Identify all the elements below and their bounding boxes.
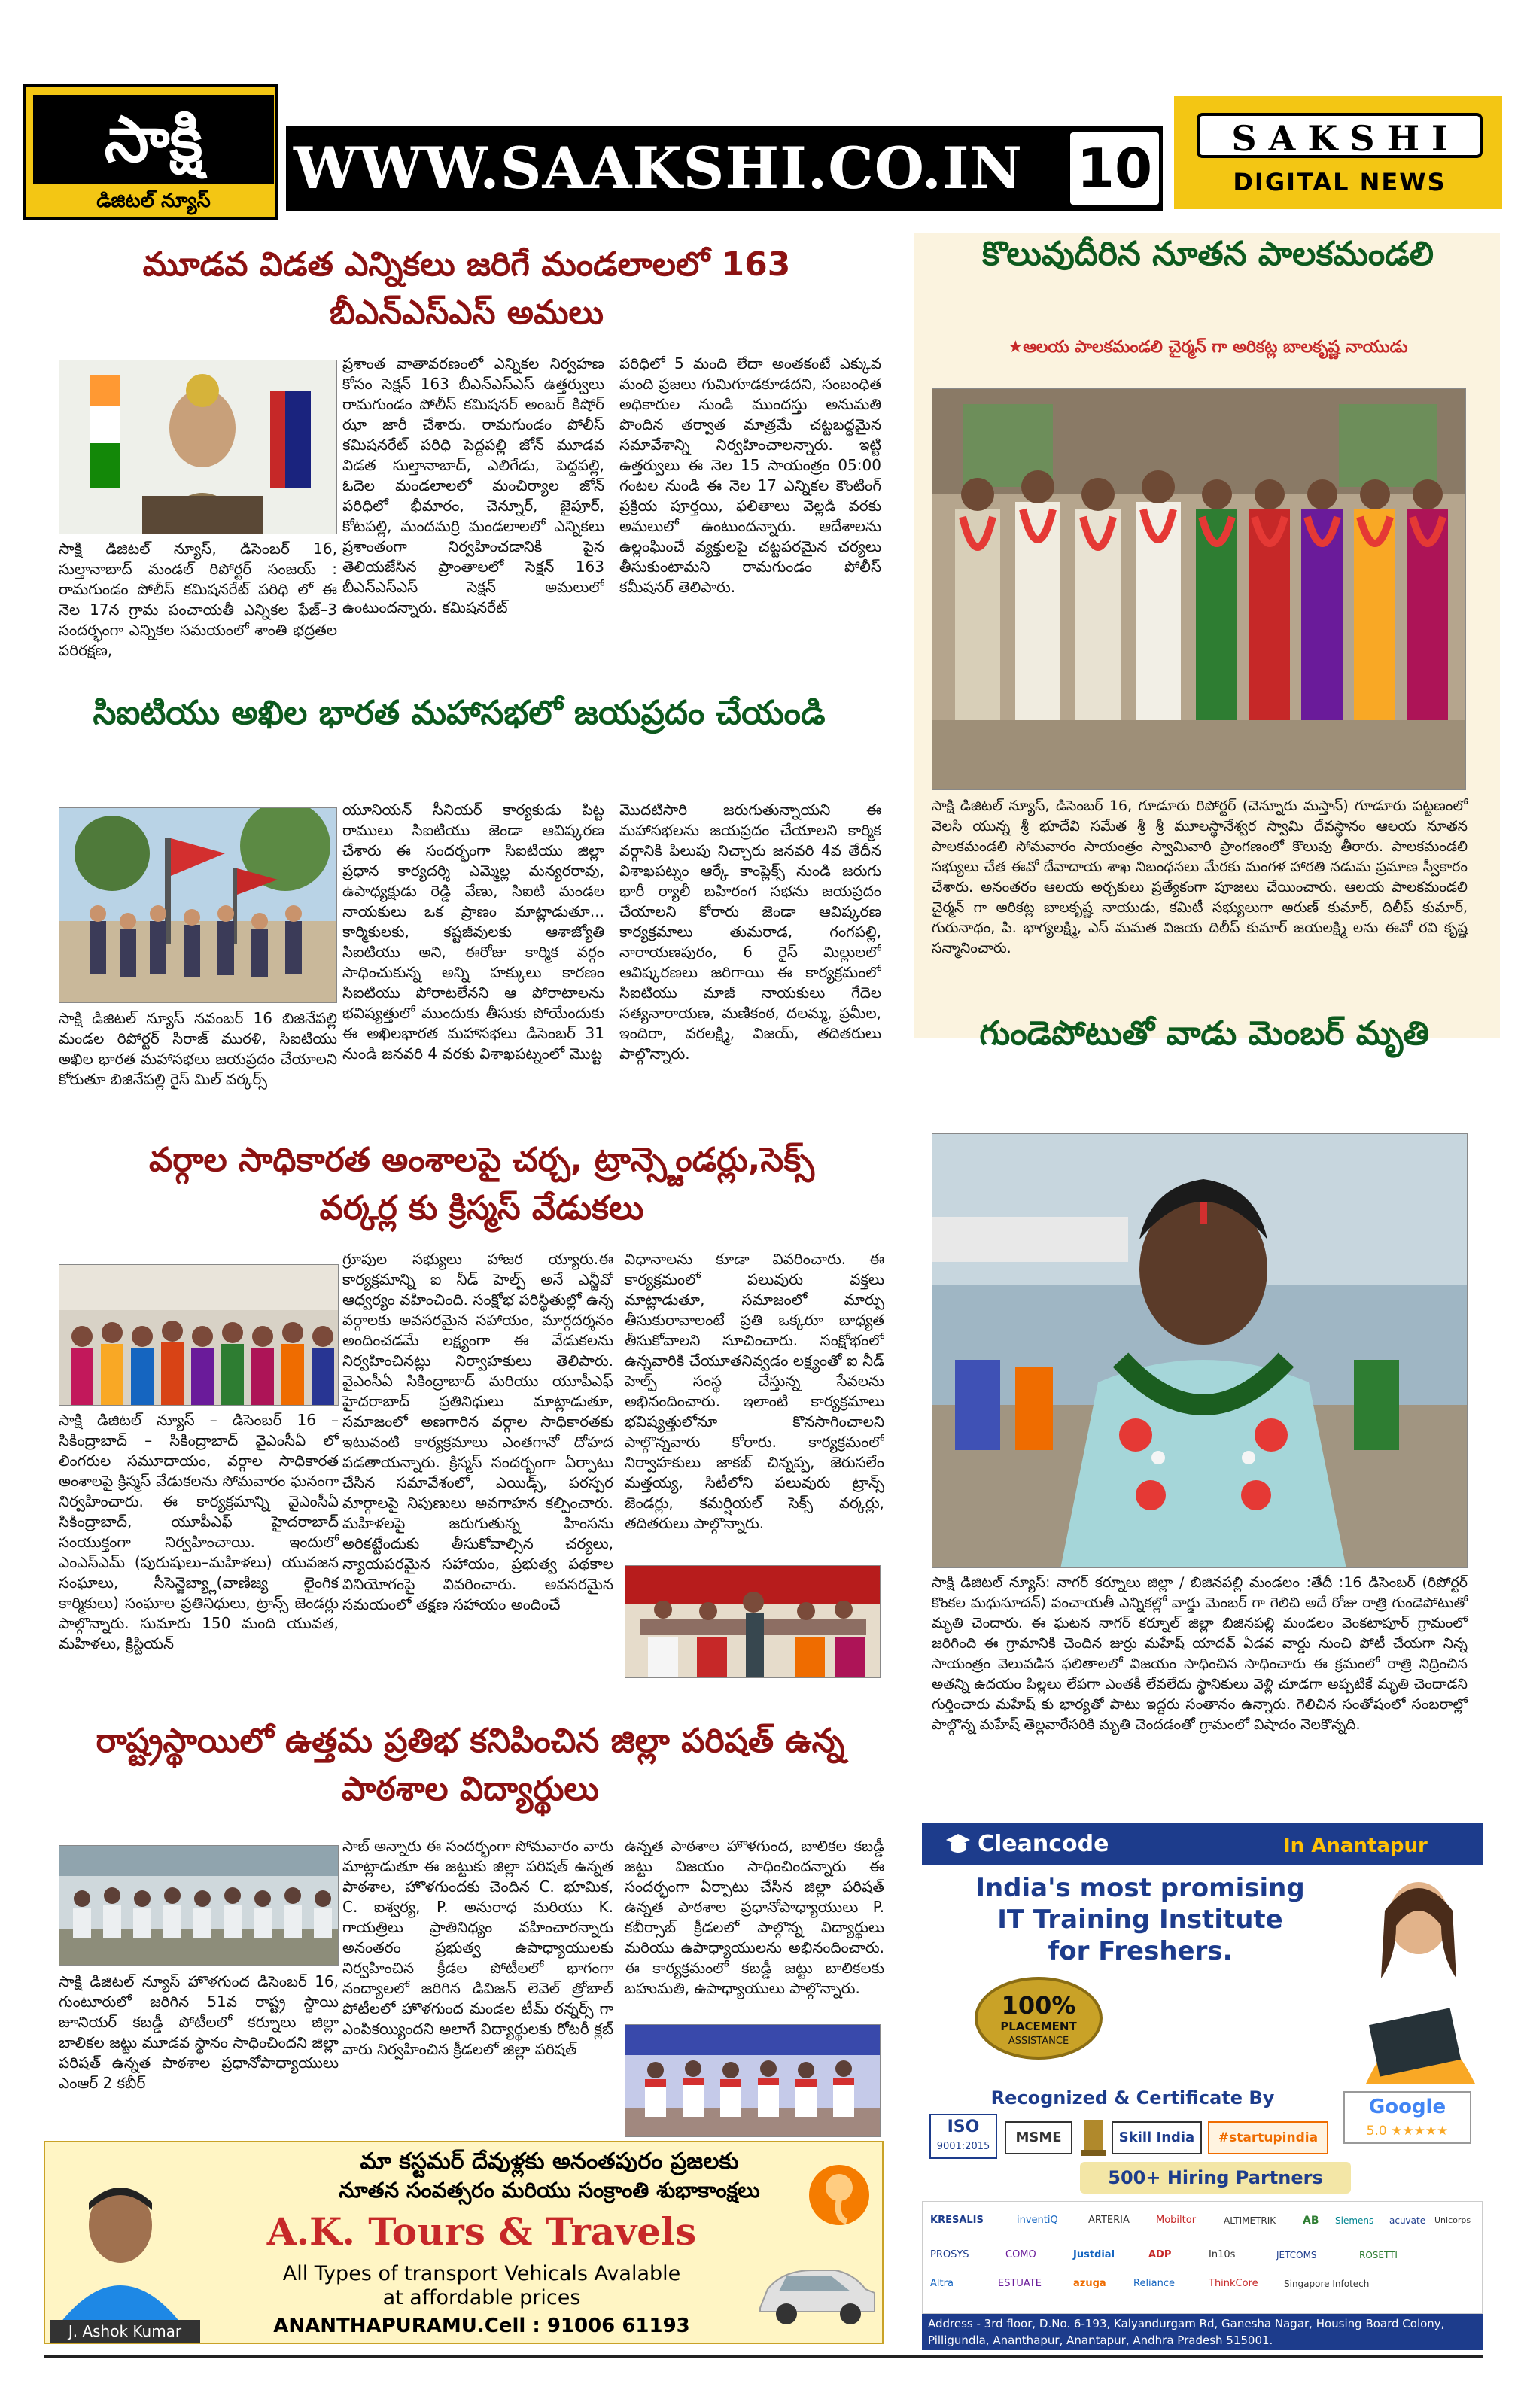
sakshi-digital-news-logo[interactable] bbox=[1174, 96, 1502, 209]
cleancode-headline-2: IT Training Institute bbox=[997, 1905, 1283, 1935]
partner-logo: Altra bbox=[930, 2278, 954, 2289]
partner-logo: Justdial bbox=[1073, 2249, 1115, 2261]
article3-col3: విధానాలను కూడా వివరించారు. ఈ కార్యక్రమంలో పలువురు వక్తలు మాట్లాడుతూ, సమాజంలో మార్పు తీసుకురావాలంటే ప్రతి ఒక్కరూ బాధ్యత తీసుకోవాలని సూచించారు. సంక్షోభంలో ఉన్నవారికి చేయూతనివ్వడం లక్ష్యంతో ఐ నీడ్ హెల్ప్ సంస్థ చేస్తున్న సేవలను అభినందించారు. ఇలాంటి కార్యక్రమాలు భవిష్యత్తులోనూ కొనసాగించాలని పాల్గొన్నవారు కోరారు. కార్యక్రమంలో నిర్వాహకులు జాకబ్ చిన్నప్ప, జెరుసలేం మత్తయ్య, సిటీలోని పలువురు ట్రాన్స్ జెండర్లు, కమర్షియల్ సెక్స్ వర్కర్లు, తదితరులు పాల్గొన్నారు. bbox=[625, 1250, 884, 1532]
article2-headline: సిఐటియు అఖిల భారత మహాసభలో జయప్రదం చేయండి bbox=[93, 694, 826, 732]
ad-ak-tours[interactable] bbox=[44, 2141, 884, 2344]
ad-company: A.K. Tours & Travels bbox=[266, 2209, 697, 2254]
ad-contact[interactable]: ANANTHAPURAMU.Cell : 91006 61193 bbox=[273, 2315, 690, 2337]
cleancode-address: Address - 3rd floor, D.No. 6-193, Kalyandurgam Rd, Ganesha Nagar, Housing Board Colony, Pilligundla, Ananthapur, Anantapur, Andhra Pradesh 515001. bbox=[922, 2314, 1483, 2350]
article1-photo bbox=[59, 360, 337, 534]
recognized-label: Recognized & Certificate By bbox=[990, 2087, 1275, 2109]
article3-photo bbox=[59, 1264, 339, 1406]
partner-logo: Reliance bbox=[1133, 2278, 1176, 2289]
article6-headline: గుండెపోటుతో వాడు మెంబర్ మృతి bbox=[979, 1014, 1429, 1053]
article1-col3: పరిధిలో 5 మంది లేదా అంతకంటే ఎక్కువ మంది ప్రజలు గుమిగూడకూడదని, సంబంధిత అధికారుల నుండి ముందస్తు అనుమతి పొందిన తర్వాత మాత్రమే చట్టబద్ధమైన సమావేశాన్ని నిర్వహించాలన్నారు. ఇట్టి ఉత్తర్వులు ఈ నెల 15 సాయంత్రం 05:00 గంటల నుండి ఈ నెల 17 ఎన్నికల కౌంటింగ్ ప్రక్రియ పూర్తయి, ఫలితాలు వెల్లడి వరకు అమలులో ఉంటుందన్నారు. ఆదేశాలను ఉల్లంఘించే వ్యక్తులపై చట్టపరమైన చర్యలు తీసుకుంటామని రామగుండం పోలీస్ కమీషనర్ తెలిపారు. bbox=[619, 354, 881, 596]
ad-tagline-1: All Types of transport Vehicals Avalable bbox=[282, 2262, 681, 2285]
article5-subhead: ★ఆలయ పాలకమండలి చైర్మన్ గా అరికట్ల బాలకృష్ణ నాయుడు bbox=[1008, 338, 1408, 357]
partner-logo: ARTERIA bbox=[1088, 2215, 1130, 2226]
article3-col2: గ్రూపుల సభ్యులు హాజర య్యారు.ఈ కార్యక్రమాన్ని ఐ నీడ్ హెల్ప్ అనే ఎన్జీవో ఆధ్వర్యం వహించింది. సంక్షోభ పరిస్థితుల్లో ఉన్న వర్గాలకు అవసరమైన సహాయం, మార్గదర్శనం అందించడమే లక్ష్యంగా ఈ వేడుకలను నిర్వహించినట్లు నిర్వాహకులు తెలిపారు. వైఎంసీఏ సికింద్రాబాద్ మరియు యూపీఎఫ్ హైదరాబాద్ ప్రతినిధులు మాట్లాడుతూ, సమాజంలో అణగారిన వర్గాల సాధికారతకు ఇటువంటి కార్యక్రమాలు ఎంతగానో దోహద పడతాయన్నారు. క్రిస్మస్ సందర్భంగా ఏర్పాటు చేసిన సమావేశంలో, ఎయిడ్స్, పరస్పర మార్గాలపై నిపుణులు అవగాహన కల్పించారు. మహిళలపై జరుగుతున్న హింసను అరికట్టేందుకు తీసుకోవాల్సిన చర్యలు, న్యాయపరమైన సహాయం, ప్రభుత్వ పథకాల వినియోగంపై వివరించారు. అవసరమైన సమయంలో తక్షణ సహాయం అందించే bbox=[342, 1250, 613, 1613]
cleancode-brand: Cleancode bbox=[978, 1831, 1109, 1857]
article6-caption: సాక్షి డిజిటల్ న్యూస్: నాగర్ కర్నూలు జిల్లా / బిజినపల్లి మండలం :తేదీ :16 డిసెంబర్ (రిపోర్టర్ కొంకల మధుసూదన్) పంచాయతీ ఎన్నికల్లో వార్డు మెంబర్ గా గెలిచి అదే రోజు రాత్రి గుండెపోటుతో మృతి చెందారు. ఈ ఘటన నాగర్ కర్నూల్ జిల్లా బిజినపల్లి మండలం వెంకటాపూర్ గ్రామంలో జరిగింది ఈ గ్రామానికి చెందిన జుర్రు మహేష్ యాదవ్ ఏడవ వార్డు నుంచి పోటీ చేయగా నిన్న సాయంత్రం వెలువడిన ఫలితాలలో విజయం సాధించిన సాధించారు ఈ క్రమంలో రాత్రి నిద్రించిన అతన్ని ఉదయం పిల్లలు లేపగా ఎంతకీ లేవలేదు స్థానికులు వెళ్లి చూడగా అప్పటికే మృతి చెందాడని గుర్తించారు మహేష్ కు భార్యతో పాటు ఇద్దరు సంతానం ఉన్నారు. గెలిచిన సంతోషంలో సంబరాల్లో పాల్గొన్న మహేష్ తెల్లవారేసరికి మృతి చెందడంతో గ్రామంలో విషాదం నెలకొన్నది. bbox=[932, 1574, 1468, 1733]
startup-india-badge: #startupindia bbox=[1208, 2121, 1328, 2154]
emblem-icon bbox=[1080, 2117, 1107, 2159]
partner-logo: ALTIMETRIK bbox=[1224, 2215, 1276, 2226]
partner-logo: ESTUATE bbox=[998, 2278, 1042, 2289]
article4-caption: సాక్షి డిజిటల్ న్యూస్ హొళగుంద డిసెంబర్ 16, గుంటూరులో జరిగిన 51వ రాష్ట్ర స్థాయి జూనియర్ కబడ్డీ పోటీలలో కర్నూలు జిల్లా బాలికల జట్టు మూడవ స్థానం సాధించిందని జిల్లా పరిషత్ ఉన్నత పాఠశాల ప్రధానోపాధ్యాయులు ఎంఆర్ 2 కబీర్ bbox=[59, 1972, 339, 2092]
partner-logo: acuvate bbox=[1389, 2215, 1426, 2226]
logo-text: సాక్షి bbox=[104, 102, 203, 176]
partner-logo: KRESALIS bbox=[930, 2215, 984, 2226]
article2-col2: యూనియన్ సీనియర్ కార్యకుడు పిట్ట రాములు సిఐటియు జెండా ఆవిష్కరణ చేశారు ఈ సందర్భంగా సిఐటియు జిల్లా ప్రధాన కార్యదర్శి ఎమ్మెల్ల మన్యరరావు, ఉపాధ్యక్షుడు రెడ్డి వేణు, సిఐటి మండల నాయకులు ఒక ప్రాణం మాట్లాడుతూ... కార్మికులకు, కష్టజీవులకు ఆశాజ్యోతి సిఐటియు అని, ఈరోజు కార్మిక వర్గం సాధించుకున్న అన్ని హక్కులు కారణం సిఐటియు పోరాటలేనని ఆ పోరాటాలను భవిష్యత్తులో ముందుకు తీసుకు పోయేందుకు ఈ అఖిలభారత మహాసభలు డిసెంబర్ 31 నుండి జనవరి 4 వరకు విశాఖపట్నంలో మొట్ట bbox=[342, 801, 604, 1063]
partner-logo: PROSYS bbox=[930, 2249, 969, 2261]
article2-photo bbox=[59, 807, 337, 1003]
cleancode-headline-1: India's most promising bbox=[975, 1873, 1305, 1903]
article4-col3: ఉన్నత పాఠశాల హొళగుంద, బాలికల కబడ్డీ జట్టు విజయం సాధించిందన్నారు ఈ సందర్భంగా ఏర్పాటు చేసిన జిల్లా పరిషత్ ఉన్నత పాఠశాల ప్రధానోపాధ్యాయులు P. కబీర్సాబ్ క్రీడలలో పాల్గొన్న విద్యార్థులు మరియు ఉపాధ్యాయులను అభినందించారు. ఈ కార్యక్రమంలో కబడ్డీ జట్టు బాలికలకు బహుమతి, ఉపాధ్యాయులు పాల్గొన్నారు. bbox=[625, 1837, 884, 1997]
ad-greeting-2: నూతన సంవత్సరం మరియు సంక్రాంతి శుభాకాంక్షలు bbox=[339, 2178, 760, 2203]
article5-photo bbox=[932, 388, 1466, 790]
article1-headline: మూడవ విడత ఎన్నికలు జరిగే మండలాలలో 163 బీఎన్ఎస్ఎస్ అమలు bbox=[142, 245, 791, 332]
car-icon bbox=[753, 2255, 881, 2330]
partner-logo: ThinkCore bbox=[1209, 2278, 1258, 2289]
partner-logo: Unicorps bbox=[1434, 2215, 1471, 2225]
site-url[interactable]: WWW.SAAKSHI.CO.IN bbox=[294, 135, 1023, 202]
ad-person-photo bbox=[53, 2172, 188, 2323]
logo-subtext: డిజిటల్ న్యూస్ bbox=[96, 190, 211, 212]
cleancode-content bbox=[922, 1865, 1483, 2201]
sakshi-logo[interactable] bbox=[23, 84, 278, 220]
partner-logo: ROSETTI bbox=[1359, 2250, 1398, 2261]
partner-logo: In10s bbox=[1209, 2249, 1236, 2261]
article5-caption: సాక్షి డిజిటల్ న్యూస్, డిసెంబర్ 16, గూడూరు రిపోర్టర్ (చెన్నూరు మస్తాన్) గూడూరు పట్టణంలో వెలసి యున్న శ్రీ భూదేవి సమేత శ్రీ శ్రీ మూలస్థానేశ్వర స్వామి దేవస్థానం ఆలయ నూతన పాలకమండలి సోమవారం సాయంత్రం స్వామివారి ప్రాంగణంలో కొలువు తీరారు. పాలకమండలి సభ్యులు చేత ఈవో దేవాదాయ శాఖ నిబంధనలు మేరకు మంగళ హారతి నడుమ ప్రమాణ స్వీకారం చేశారు. అనంతరం ఆలయ అర్చకులు ప్రత్యేకంగా పూజలు చేయించారు. ఆలయ పాలకమండలి చైర్మన్ గా అరికట్ల బాలకృష్ణ నాయుడు, కమిటీ సభ్యులుగా అరుణ్ కుమార్, దిలీప్ కుమార్, గురునాథం, పి. భాగ్యలక్ష్మి, ఎస్ మమత విజయ దిలీప్ కుమార్ జయలక్ష్మి లను ఈవో రవి కృష్ణ సన్మానించారు. bbox=[932, 798, 1468, 956]
ad-person-name: J. Ashok Kumar bbox=[50, 2320, 200, 2343]
google-rating-badge: Google 5.0 ★★★★★ bbox=[1343, 2091, 1471, 2144]
article1-caption: సాక్షి డిజిటల్ న్యూస్, డిసెంబర్ 16, సుల్తానాబాద్ మండల్ రిపోర్టర్ సంజయ్ : రామగుండం పోలీస్ కమిషనరేట్ పరిధి లో ఈ నెల 17న గ్రామ పంచాయతీ ఎన్నికల ఫేజ్–3 సందర్భంగా ఎన్నికల సమయంలో శాంతి భద్రతల పరిరక్షణ, bbox=[59, 540, 337, 659]
article2-caption: సాక్షి డిజిటల్ న్యూస్ నవంబర్ 16 బిజినేపల్లి మండల రిపోర్టర్ సిరాజ్ మురళి, సిఐటియు అఖిల భారత మహాసభలు జయప్రదం చేయాలని కోరుతూ బిజినేపల్లి రైస్ మిల్ వర్కర్స్ bbox=[59, 1009, 337, 1088]
hiring-partners-banner: 500+ Hiring Partners bbox=[1080, 2162, 1351, 2194]
masthead bbox=[23, 84, 1498, 227]
partner-logo: Mobiltor bbox=[1156, 2215, 1197, 2226]
ad-greeting-1: మా కస్టమర్ దేవుళ్లకు అనంతపురం ప్రజలకు bbox=[360, 2148, 739, 2175]
page-number: 10 bbox=[1070, 132, 1159, 205]
partner-logo: azuga bbox=[1073, 2278, 1106, 2289]
cleancode-logo-icon bbox=[945, 1831, 972, 1858]
partner-logo: inventiQ bbox=[1017, 2215, 1058, 2226]
article4-col2: సాబ్ అన్నారు ఈ సందర్భంగా సోమవారం వారు మాట్లాడుతూ ఈ జట్టుకు జిల్లా పరిషత్ ఉన్నత పాఠశాల, హొళగుందకు చెందిన C. భూమిక, C. ఐశ్వర్య, P. అనురాధ మరియు K. గాయత్రిలు ప్రాతినిధ్యం వహించారన్నారు అనంతరం ప్రభుత్వ ఉపాధ్యాయులకు నిర్వహించిన క్రీడల పోటీలలో భాగంగా నంద్యాలలో జరిగిన డివిజన్ లెవెల్ త్రోబాల్ పోటీలలో హొళగుంద మండల టీమ్ రన్నర్స్ గా ఎంపికయ్యిందని అలాగే విద్యార్థులకు రోటరీ క్లబ్ వారు నిర్వహించిన క్రీడలలో జిల్లా పరిషత్ bbox=[342, 1837, 613, 2058]
article4-headline: రాష్ట్రస్థాయిలో ఉత్తమ ప్రతిభ కనిపించిన జిల్లా పరిషత్ ఉన్న పాఠశాల విద్యార్థులు bbox=[96, 1722, 845, 1808]
placement-badge: 100% PLACEMENT ASSISTANCE bbox=[975, 1977, 1103, 2060]
ganesha-icon bbox=[805, 2157, 873, 2233]
article3-headline: వర్గాల సాధికారత అంశాలపై చర్చ, ట్రాన్స్జెండర్లు,సెక్స్ వర్కర్ల కు క్రిస్మస్ వేడుకలు bbox=[148, 1141, 815, 1227]
article3-photo2 bbox=[625, 1565, 881, 1678]
article2-col3: మొదటిసారి జరుగుతున్నాయని ఈ మహాసభలను జయప్రదం చేయాలని కార్మిక వర్గానికి పిలుపు నిచ్చారు జనవరి 4వ తేదీన విశాఖపట్నం ఆర్కే కాంప్లెక్స్ నుండి జరుగు భారీ ర్యాలీ బహిరంగ సభను జయప్రదం చేయాలని కోరారు జెండా ఆవిష్కరణ కార్యక్రమాలు తుమరాడ, గంగపల్లి, నారాయణపురం, 6 రైస్ మిల్లులలో ఆవిష్కరణలు జరిగాయి ఈ కార్యక్రమంలో సిఐటియు మాజీ నాయకులు గేదెల సత్యనారాయణ, మణికంఠ, దలమ్మ, ప్రమీల, ఇందిరా, వరలక్ష్మి, విజయ్, తదితరులు పాల్గొన్నారు. bbox=[619, 801, 881, 1063]
ad-tagline-2: at affordable prices bbox=[382, 2286, 581, 2309]
bottom-rule bbox=[44, 2355, 1483, 2358]
msme-badge: MSME bbox=[1005, 2121, 1072, 2154]
article3-caption: సాక్షి డిజిటల్ న్యూస్ – డిసెంబర్ 16 – సికింద్రాబాద్ – సికింద్రాబాద్ వైఎంసీఏ లో లింగరుల సమూదాయం, వర్గాల సాధికారత అంశాలపై క్రిస్మస్ వేడుకలను సోమవారం ఘనంగా నిర్వహించారు. ఈ కార్యక్రమాన్ని వైఎంసీఏ సికింద్రాబాద్, యూపీఎఫ్ హైదరాబాద్ సంయుక్తంగా నిర్వహించాయి. ఇందులో ఎంఎస్ఎమ్ (పురుషులు–మహిళలు) యువజన సంఘాలు, సీసెన్జెబ్య్లా(వాణిజ్య లైంగిక కార్మికులు) సంఘాల ప్రతినిధులు, ట్రాన్స్ జెండర్లు పాల్గొన్నారు. సుమారు 150 మంది యువత, మహిళలు, క్రిస్టియన్ bbox=[59, 1411, 339, 1652]
article6-photo bbox=[932, 1133, 1468, 1568]
partner-logo: Siemens bbox=[1335, 2215, 1374, 2226]
article4-photo2 bbox=[625, 2024, 881, 2137]
iso-badge: ISO 9001:2015 bbox=[929, 2114, 997, 2159]
ad-model-photo bbox=[1343, 1865, 1483, 2084]
partners-strip bbox=[922, 2201, 1483, 2314]
ad-cleancode[interactable] bbox=[922, 1823, 1483, 2201]
skill-india-badge: Skill India bbox=[1112, 2121, 1202, 2154]
partner-logo: COMO bbox=[1005, 2249, 1036, 2261]
article5-headline: కొలువుదీరిన నూతన పాలకమండలి bbox=[981, 235, 1434, 273]
article1-col2: ప్రశాంత వాతావరణంలో ఎన్నికల నిర్వహణ కోసం సెక్షన్ 163 బీఎన్ఎస్ఎస్ ఉత్తర్వులు రామగుండం పోలీస్ కమిషనర్ అంబర్ కిషోర్ ఝా జారీ చేశారు. రామగుండం పోలీస్ కమిషనరేట్ పరిధి పెద్దపల్లి జోన్ మూడవ విడత సుల్తానాబాద్, ఎలిగేడు, పెద్దపల్లి, ఓదెల మండలాలలో మంచిర్యాల జోన్ పరిధిలో భీమారం, చెన్నూర్, జైపూర్, కోటపల్లి, మందమర్రి మండలాలలో ఎన్నికలు ప్రశాంతంగా నిర్వహించడానికి పైన తెలియజేసిన ప్రాంతాలలో సెక్షన్ 163 బీఎన్ఎస్ఎస్ సెక్షన్ అమలులో ఉంటుందన్నారు. కమిషనరేట్ bbox=[342, 354, 604, 616]
partner-logo: AB bbox=[1303, 2215, 1319, 2227]
partner-logo: JETCOMS bbox=[1276, 2250, 1317, 2261]
partner-logo: Singapore Infotech bbox=[1284, 2279, 1370, 2289]
article4-photo bbox=[59, 1845, 339, 1966]
partner-logo: ADP bbox=[1148, 2249, 1172, 2261]
cleancode-location: In Anantapur bbox=[1283, 1835, 1428, 1857]
right-logo-sub: DIGITAL NEWS bbox=[1233, 168, 1446, 196]
right-logo-title: S A K S H I bbox=[1197, 113, 1483, 158]
cleancode-headline-3: for Freshers. bbox=[1048, 1936, 1233, 1966]
